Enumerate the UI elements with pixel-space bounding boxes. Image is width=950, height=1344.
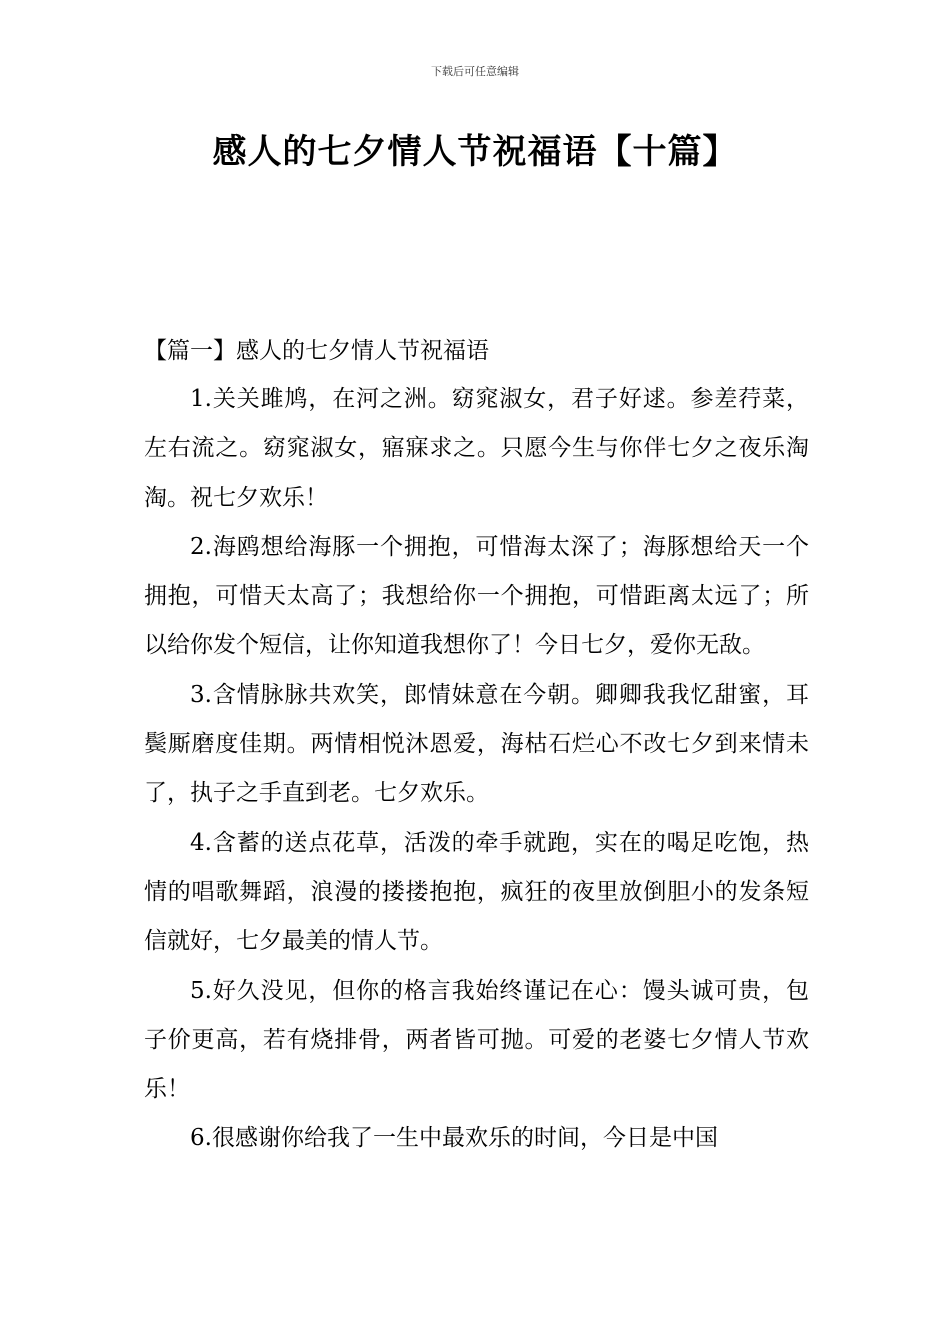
document-title: 感人的七夕情人节祝福语【十篇】 xyxy=(212,132,738,172)
paragraph-4: 4.含蓄的送点花草，活泼的牵手就跑，实在的喝足吃饱，热情的唱歌舞蹈，浪漫的搂搂抱抱，疯狂的夜里放倒胆小的发条短信就好，七夕最美的情人节。 xyxy=(144,829,809,955)
paragraph-2: 2.海鸥想给海豚一个拥抱，可惜海太深了；海豚想给天一个拥抱，可惜天太高了；我想给你一个拥抱，可惜距离太远了；所以给你发个短信，让你知道我想你了！今日七夕，爱你无敌。 xyxy=(144,533,809,659)
paragraph-3: 3.含情脉脉共欢笑，郎情妹意在今朝。卿卿我我忆甜蜜，耳鬓厮磨度佳期。两情相悦沐恩爱，海枯石烂心不改七夕到来情未了，执子之手直到老。七夕欢乐。 xyxy=(144,681,809,807)
paragraph-1: 1.关关雎鸠，在河之洲。窈窕淑女，君子好逑。参差荇菜，左右流之。窈窕淑女，寤寐求之。只愿今生与你伴七夕之夜乐淘淘。祝七夕欢乐！ xyxy=(144,386,809,511)
section-heading: 【篇一】感人的七夕情人节祝福语 xyxy=(144,338,489,364)
paragraph-5: 5.好久没见，但你的格言我始终谨记在心：馒头诚可贵，包子价更高，若有烧排骨，两者皆可抛。可爱的老婆七夕情人节欢乐！ xyxy=(144,977,809,1103)
paragraph-6: 6.很感谢你给我了一生中最欢乐的时间，今日是中国 xyxy=(190,1125,718,1152)
document-body xyxy=(144,327,809,1164)
header-note: 下载后可任意编辑 xyxy=(431,65,519,78)
